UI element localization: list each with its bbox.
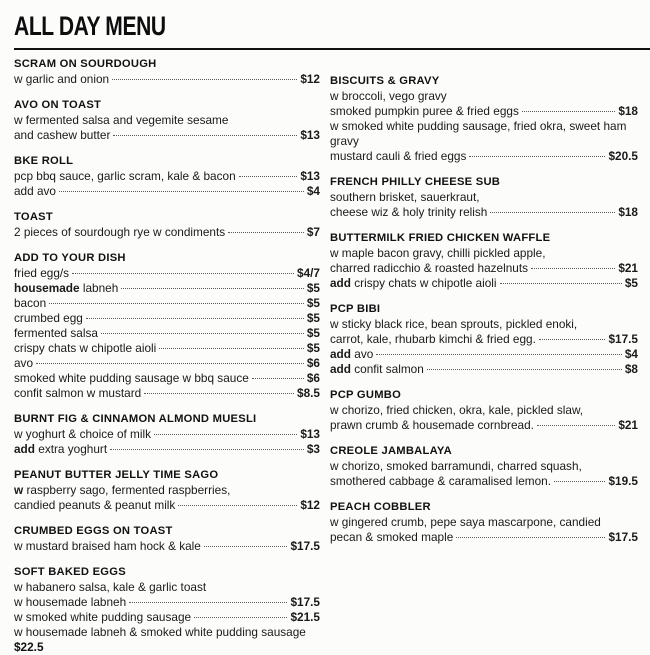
menu-item-line	[14, 498, 320, 513]
menu-item-line	[14, 341, 320, 356]
menu-item-line	[14, 113, 320, 128]
menu-item-description: crumbed egg	[14, 311, 83, 325]
menu-item-description: fried egg/s	[14, 266, 70, 280]
menu-item-description	[330, 362, 424, 377]
menu-item-description: and cashew butter	[14, 128, 111, 142]
menu-item-price: $17.5	[290, 595, 320, 609]
menu-item-price: $8.5	[297, 386, 320, 400]
dot-leader	[239, 175, 298, 177]
dot-leader	[469, 155, 605, 157]
menu-item-description-emphasis: housemade	[14, 281, 80, 295]
menu-item-description: w maple bacon gravy, chilli pickled apple,	[330, 246, 546, 260]
menu-item-description: bacon	[14, 296, 47, 310]
menu-item-name: PEANUT BUTTER JELLY TIME SAGO	[14, 469, 219, 481]
menu-item-line	[14, 128, 320, 143]
dot-leader	[490, 211, 615, 213]
menu-item-description: avo	[14, 356, 34, 370]
menu-item	[14, 412, 320, 457]
menu-item-price: $5	[624, 276, 638, 290]
menu-item-description: w habanero salsa, kale & garlic toast	[14, 580, 207, 594]
menu-item-description: w sticky black rice, bean sprouts, pickled enoki,	[330, 317, 578, 331]
dot-leader	[112, 78, 297, 80]
dot-leader	[252, 377, 304, 379]
menu-item-line	[330, 403, 638, 418]
menu-item-description-rest: labneh	[79, 281, 119, 295]
menu-item-name: PCP GUMBO	[330, 389, 402, 401]
menu-item-line	[330, 89, 638, 104]
menu-item-line	[14, 442, 320, 457]
menu-item-price: $5	[306, 296, 320, 310]
menu-item	[14, 251, 320, 401]
menu-item-line	[330, 205, 638, 220]
menu-item-price: $8	[624, 362, 638, 376]
menu-item-price: $4/7	[297, 266, 320, 280]
menu-item-description: w smoked white pudding sausage	[14, 610, 192, 624]
menu-item-price: $5	[306, 326, 320, 340]
menu-item-description-rest: raspberry sago, fermented raspberries,	[23, 483, 231, 497]
menu-item-line	[14, 386, 320, 401]
menu-item-line	[14, 184, 320, 199]
dot-leader	[500, 282, 622, 284]
menu-item-price: $4	[624, 347, 638, 361]
menu-item-line	[330, 418, 638, 433]
menu-item-line	[330, 190, 638, 205]
dot-leader	[537, 424, 615, 426]
menu-item-description: mustard cauli & fried eggs	[330, 149, 467, 163]
menu-item-name: PEACH COBBLER	[330, 501, 431, 513]
menu-item-description: pecan & smoked maple	[330, 530, 454, 544]
menu-item-description: w garlic and onion	[14, 72, 110, 86]
menu-column-left	[0, 50, 320, 655]
menu-item-description: add avo	[14, 184, 56, 198]
menu-item-line	[14, 326, 320, 341]
menu-item-line	[330, 276, 638, 291]
menu-item	[330, 302, 638, 377]
menu-item-description	[14, 483, 230, 498]
menu-item-description-rest: extra yoghurt	[34, 442, 108, 456]
menu-item-price: $22.5	[14, 640, 44, 654]
dot-leader	[554, 480, 605, 482]
menu-item-description: carrot, kale, rhubarb kimchi & fried egg.	[330, 332, 536, 346]
menu-item-line	[330, 459, 638, 474]
menu-item-line	[330, 530, 638, 545]
dot-leader	[427, 368, 622, 370]
menu-item-price: $21	[618, 261, 638, 275]
menu-item-price: $4	[306, 184, 320, 198]
menu-item-description: smoked white pudding sausage w bbq sauce	[14, 371, 249, 385]
menu-item-description-emphasis: w	[14, 483, 24, 497]
menu-item-line	[14, 580, 320, 595]
menu-item-name: ADD TO YOUR DISH	[14, 252, 126, 264]
menu-item-line	[14, 539, 320, 554]
menu-item-line	[14, 356, 320, 371]
menu-item-description: w mustard braised ham hock & kale	[14, 539, 201, 553]
dot-leader	[154, 433, 297, 435]
menu-item-description: cheese wiz & holy trinity relish	[330, 205, 488, 219]
menu-item-description: charred radicchio & roasted hazelnuts	[330, 261, 529, 275]
menu-item-description: w housemade labneh	[14, 595, 127, 609]
menu-item-description: w housemade labneh & smoked white pudding sausage	[14, 625, 306, 639]
menu-item-price: $18	[618, 104, 638, 118]
menu-item-line	[14, 595, 320, 610]
menu-item-price: $19.5	[608, 474, 638, 488]
menu-item-description: prawn crumb & housemade cornbread.	[330, 418, 534, 432]
menu-item-description: gravy	[330, 134, 359, 148]
dot-leader	[194, 616, 287, 618]
menu-item-price: $12	[300, 72, 320, 86]
menu-item-line	[330, 362, 638, 377]
menu-item-description: 2 pieces of sourdough rye w condiments	[14, 225, 226, 239]
menu-item-price: $13	[300, 427, 320, 441]
menu-item-line	[330, 261, 638, 276]
menu-item	[14, 468, 320, 513]
menu-item-description	[330, 276, 497, 291]
menu-item-description: fermented salsa	[14, 326, 98, 340]
menu-item-line	[14, 311, 320, 326]
menu-item-line	[330, 332, 638, 347]
menu-item-description: w fermented salsa and vegemite sesame	[14, 113, 229, 127]
menu-item-description: candied peanuts & peanut milk	[14, 498, 176, 512]
menu-item	[330, 231, 638, 291]
menu-item-line	[330, 317, 638, 332]
menu-item-name: CREOLE JAMBALAYA	[330, 445, 452, 457]
dot-leader	[72, 272, 294, 274]
dot-leader	[228, 231, 304, 233]
menu-item-price: $6	[306, 371, 320, 385]
menu-item-description: w chorizo, fried chicken, okra, kale, pickled slaw,	[330, 403, 584, 417]
menu-header	[0, 0, 650, 50]
menu-item	[330, 175, 638, 220]
menu-item-line	[14, 371, 320, 386]
menu-item-description: w gingered crumb, pepe saya mascarpone, candied	[330, 515, 601, 529]
menu-item-description	[330, 347, 373, 362]
menu-item	[14, 524, 320, 554]
menu-item-description: smoked pumpkin puree & fried eggs	[330, 104, 519, 118]
menu-item-description: confit salmon w mustard	[14, 386, 142, 400]
menu-item-description: w broccoli, vego gravy	[330, 89, 447, 103]
menu-item-price: $13	[300, 169, 320, 183]
dot-leader	[178, 504, 297, 506]
menu-item-description-rest: confit salmon	[350, 362, 424, 376]
dot-leader	[59, 190, 304, 192]
dot-leader	[159, 347, 304, 349]
menu-item	[14, 57, 320, 87]
menu-item-description: pcp bbq sauce, garlic scram, kale & bacon	[14, 169, 236, 183]
menu-item-description-emphasis: add	[330, 362, 351, 376]
menu-item-line	[14, 483, 320, 498]
menu-item-line	[14, 610, 320, 625]
menu-item-price: $21	[618, 418, 638, 432]
dot-leader	[113, 134, 297, 136]
menu-item-line	[14, 72, 320, 87]
menu-item-line	[14, 266, 320, 281]
dot-leader	[539, 338, 606, 340]
menu-item-description-emphasis: add	[330, 347, 351, 361]
dot-leader	[376, 353, 622, 355]
menu-item-description-emphasis: add	[330, 276, 351, 290]
menu-item	[14, 98, 320, 143]
menu-item	[330, 74, 638, 164]
menu-item-line	[14, 427, 320, 442]
dot-leader	[204, 545, 288, 547]
menu-item-price: $17.5	[608, 332, 638, 346]
menu-item-description: crispy chats w chipotle aioli	[14, 341, 157, 355]
menu-item-name: BKE ROLL	[14, 155, 74, 167]
menu-item-price: $21.5	[290, 610, 320, 624]
menu-item-description-rest: crispy chats w chipotle aioli	[350, 276, 497, 290]
menu-columns	[0, 50, 650, 655]
menu-item-line	[330, 515, 638, 530]
page-title: ALL DAY MENU	[14, 11, 166, 41]
menu-item-name: FRENCH PHILLY CHEESE SUB	[330, 176, 501, 188]
menu-item-description-emphasis: add	[14, 442, 35, 456]
menu-item-price: $6	[306, 356, 320, 370]
menu-item-name: BURNT FIG & CINNAMON ALMOND MUESLI	[14, 413, 257, 425]
menu-item-price: $5	[306, 281, 320, 295]
menu-item-line	[330, 474, 638, 489]
menu-item-price: $20.5	[608, 149, 638, 163]
dot-leader	[522, 110, 615, 112]
dot-leader	[86, 317, 304, 319]
menu-item-description	[14, 281, 118, 296]
dot-leader	[101, 332, 304, 334]
menu-item-line	[14, 625, 320, 640]
menu-item-description: w chorizo, smoked barramundi, charred squash,	[330, 459, 582, 473]
menu-item-description-rest: avo	[350, 347, 374, 361]
dot-leader	[110, 448, 304, 450]
menu-item-name: SOFT BAKED EGGS	[14, 566, 126, 578]
menu-item	[330, 388, 638, 433]
menu-item-description: w smoked white pudding sausage, fried okra, sweet ham	[330, 119, 627, 133]
menu-item-description: w yoghurt & choice of milk	[14, 427, 152, 441]
menu-item-name: PCP BIBI	[330, 303, 381, 315]
dot-leader	[144, 392, 294, 394]
menu-item-description	[14, 442, 107, 457]
menu-item	[330, 444, 638, 489]
menu-item-price: $5	[306, 341, 320, 355]
menu-item	[14, 210, 320, 240]
dot-leader	[49, 302, 304, 304]
menu-item-name: BISCUITS & GRAVY	[330, 75, 440, 87]
dot-leader	[456, 536, 605, 538]
menu-item-name: AVO ON TOAST	[14, 99, 102, 111]
menu-item-price: $17.5	[290, 539, 320, 553]
menu-item-name: TOAST	[14, 211, 53, 223]
menu-item-description: smothered cabbage & caramalised lemon.	[330, 474, 551, 488]
menu-item-line	[330, 149, 638, 164]
menu-item-line	[330, 119, 638, 134]
menu-item-name: BUTTERMILK FRIED CHICKEN WAFFLE	[330, 232, 551, 244]
dot-leader	[531, 267, 615, 269]
menu-item-line	[14, 169, 320, 184]
menu-item-name: SCRAM ON SOURDOUGH	[14, 58, 157, 70]
menu-item-price: $13	[300, 128, 320, 142]
menu-item-description: southern brisket, sauerkraut,	[330, 190, 480, 204]
menu-item-price: $12	[300, 498, 320, 512]
menu-item-price: $18	[618, 205, 638, 219]
menu-item-line	[330, 104, 638, 119]
menu-item-name: CRUMBED EGGS ON TOAST	[14, 525, 173, 537]
dot-leader	[36, 362, 304, 364]
menu-item-line	[14, 225, 320, 240]
menu-item-price: $5	[306, 311, 320, 325]
menu-item-price: $17.5	[608, 530, 638, 544]
menu-item-line	[14, 296, 320, 311]
menu-item-price: $3	[306, 442, 320, 456]
dot-leader	[129, 601, 287, 603]
menu-item	[330, 500, 638, 545]
menu-item-line	[330, 246, 638, 261]
menu-item-price: $7	[306, 225, 320, 239]
menu-item-line	[330, 347, 638, 362]
dot-leader	[121, 287, 304, 289]
menu-column-right	[320, 50, 650, 545]
menu-item	[14, 565, 320, 655]
menu-item-line	[14, 281, 320, 296]
menu-item	[14, 154, 320, 199]
menu-item-line	[330, 134, 638, 149]
